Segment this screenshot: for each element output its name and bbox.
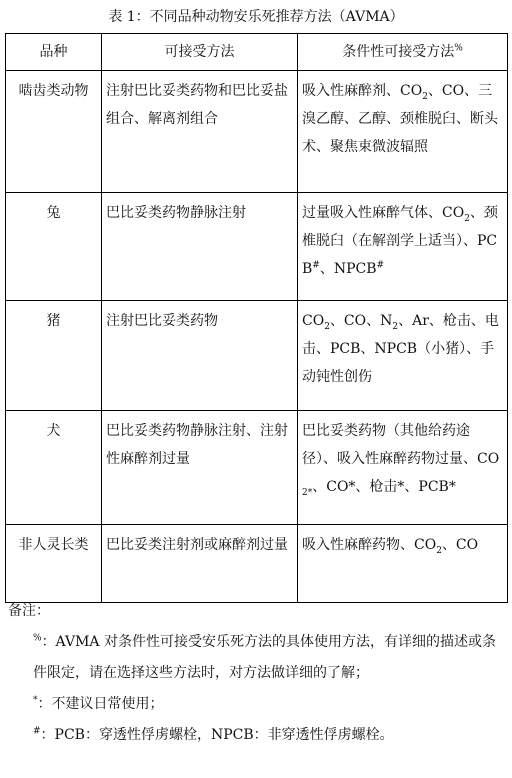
table-row-rabbit: [6, 193, 508, 301]
note-text: ：不建议日常使用；: [37, 696, 164, 712]
species-cell: 犬: [6, 411, 102, 525]
conditional-cell: [298, 71, 508, 193]
subscript: 2: [422, 91, 428, 102]
conditional-text: 过量吸入性麻醉气体、CO: [302, 205, 465, 221]
header-species: 品种: [6, 34, 102, 71]
conditional-text: 吸入性麻醉剂、CO: [302, 83, 423, 99]
subscript: 2: [436, 545, 442, 556]
header-conditional-mark: %: [454, 43, 463, 54]
header-conditional: [298, 34, 508, 71]
acceptable-cell: 巴比妥类药物静脉注射: [102, 193, 298, 301]
header-acceptable: 可接受方法: [102, 34, 298, 71]
table-header-row: [6, 34, 508, 71]
euthanasia-methods-table: [5, 33, 508, 603]
species-cell: 啮齿类动物: [6, 71, 102, 193]
table-row-primates: [6, 525, 508, 603]
notes-heading: 备注：: [8, 603, 50, 619]
species-cell: 非人灵长类: [6, 525, 102, 603]
acceptable-cell: 巴比妥类注射剂或麻醉剂过量: [102, 525, 298, 603]
acceptable-cell: 注射巴比妥类药物和巴比妥盐组合、解离剂组合: [102, 71, 298, 193]
conditional-cell: [298, 301, 508, 411]
conditional-text: 、颈椎脱臼（在解剖学上适当）、PCB: [302, 205, 498, 277]
conditional-cell: [298, 411, 508, 525]
conditional-cell: [298, 193, 508, 301]
conditional-text: 、Ar、枪击、电击、PCB、NPCB（小猪）、手动钝性创伤: [302, 313, 499, 385]
note-mark: *: [33, 695, 38, 706]
species-cell: 兔: [6, 193, 102, 301]
superscript: #: [376, 260, 385, 271]
conditional-text: CO: [302, 313, 325, 329]
note-abbreviations: [8, 720, 506, 751]
note-text: ：AVMA 对条件性可接受安乐死方法的具体使用方法，有详细的描述或条件限定，请在选择这些方法时，对方法做详细的了解；: [33, 634, 496, 681]
subscript: 2: [464, 213, 470, 224]
table-title: 表 1：不同品种动物安乐死推荐方法（AVMA）: [108, 9, 404, 25]
species-cell: 猪: [6, 301, 102, 411]
acceptable-cell: 注射巴比妥类药物: [102, 301, 298, 411]
header-conditional-label: 条件性可接受方法: [342, 44, 455, 60]
note-not-routine: [8, 689, 506, 720]
table-row-rodents: [6, 71, 508, 193]
notes-section: [8, 596, 506, 751]
conditional-text: 、NPCB: [319, 261, 377, 277]
subscript: 2: [392, 321, 399, 332]
conditional-text: 、CO、三溴乙醇、乙醇、颈椎脱臼、断头术、聚焦束微波辐照: [302, 83, 498, 155]
superscript: #: [312, 260, 320, 271]
conditional-text: 、CO: [441, 537, 479, 553]
note-text: ：PCB：穿透性俘虏螺栓，NPCB：非穿透性俘虏螺栓。: [40, 727, 394, 743]
acceptable-cell: 巴比妥类药物静脉注射、注射性麻醉剂过量: [102, 411, 298, 525]
subscript: 2: [324, 321, 330, 332]
conditional-cell: [298, 525, 508, 603]
note-mark: %: [33, 633, 42, 644]
table-row-pig: [6, 301, 508, 411]
conditional-text: 吸入性麻醉药物、CO: [302, 537, 437, 553]
note-mark: #: [33, 726, 41, 737]
conditional-text: 、CO、N: [329, 313, 393, 329]
note-conditional: [8, 627, 506, 689]
conditional-text: 巴比妥类药物（其他给药途径）、吸入性麻醉药物过量、CO: [302, 423, 500, 467]
conditional-text: 、CO*、枪击*、PCB*: [312, 479, 456, 495]
table-row-dog: [6, 411, 508, 525]
subscript: 2*: [302, 487, 313, 498]
